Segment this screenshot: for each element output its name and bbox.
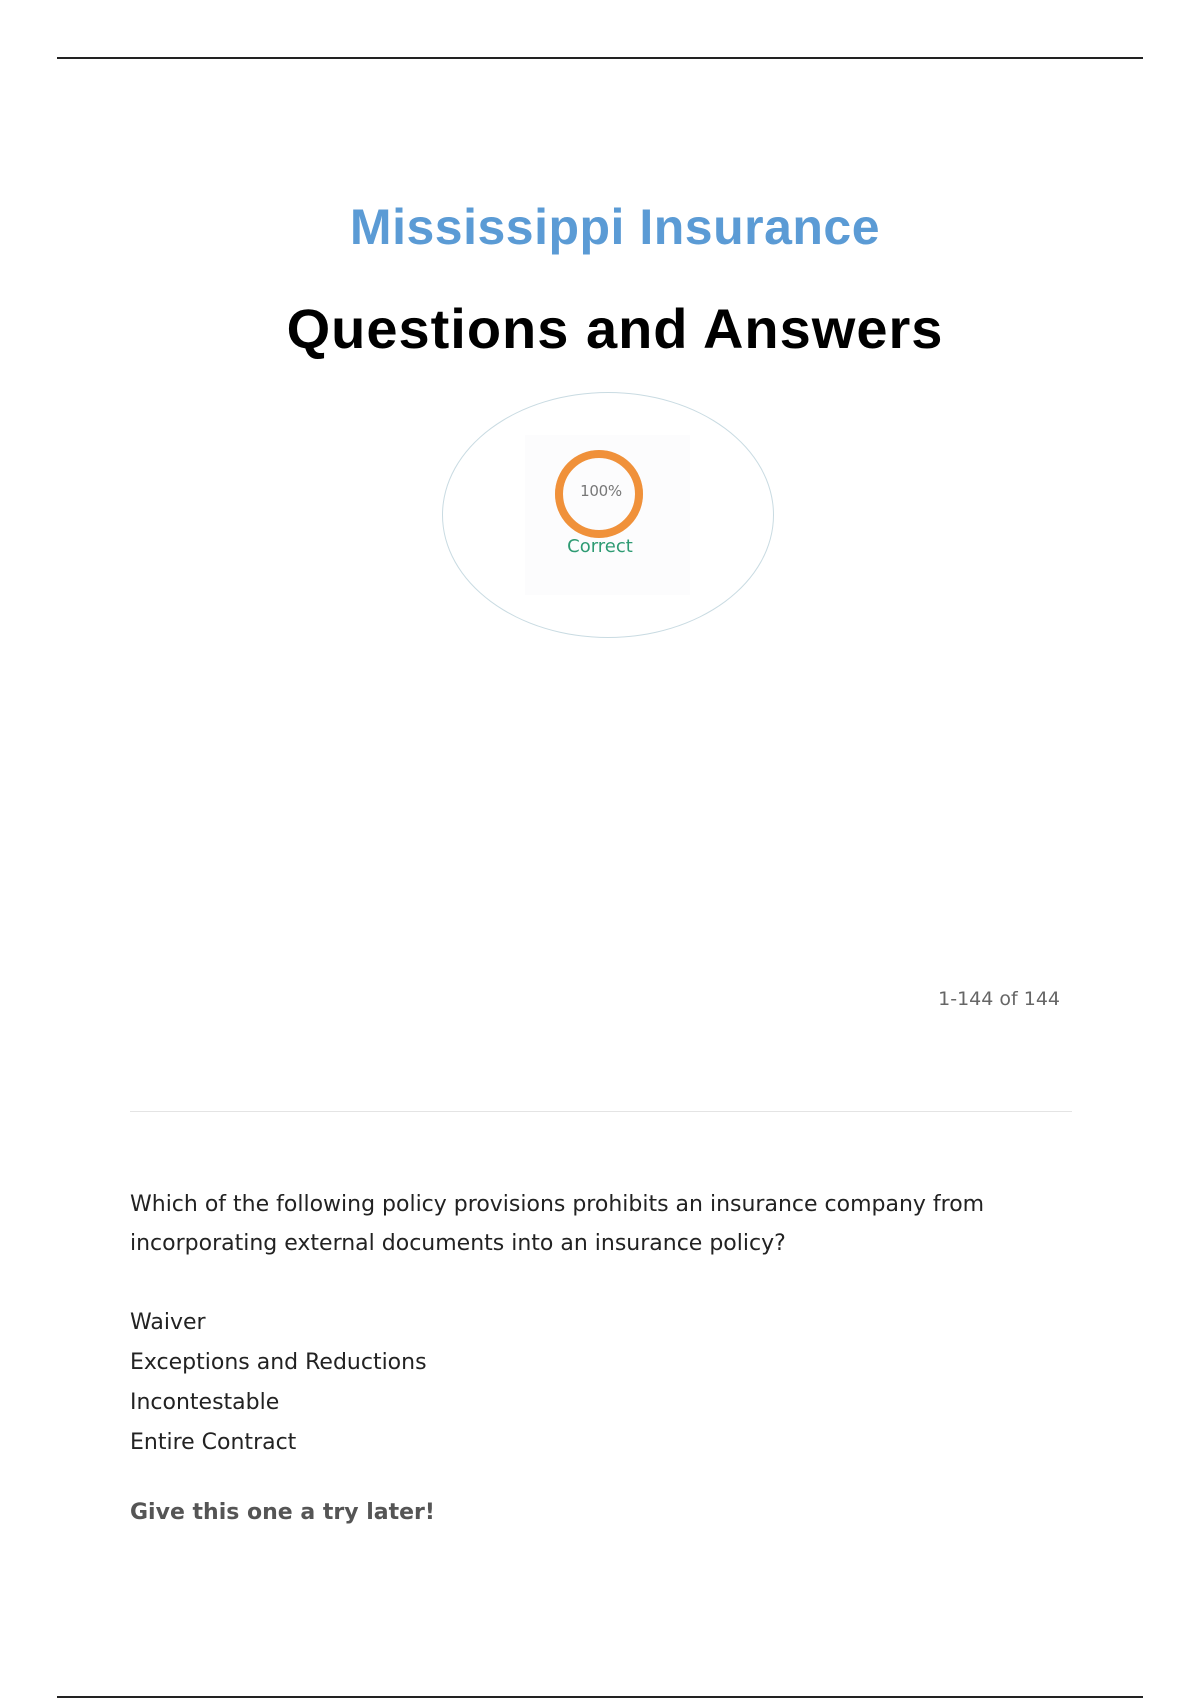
question-text: Which of the following policy provisions prohibits an insurance company from incorporating external documents into an insurance policy? xyxy=(130,1192,985,1256)
document-subtitle: Questions and Answers xyxy=(286,297,944,360)
answer-option[interactable]: Waiver xyxy=(130,1310,206,1335)
answer-options xyxy=(130,1303,730,1463)
answer-option[interactable]: Entire Contract xyxy=(130,1430,297,1455)
feedback-message: Give this one a try later! xyxy=(130,1500,435,1525)
section-divider xyxy=(130,1111,1072,1112)
score-status: Correct xyxy=(567,536,633,557)
answer-option[interactable]: Exceptions and Reductions xyxy=(130,1350,427,1375)
bottom-rule xyxy=(57,1696,1143,1698)
top-rule xyxy=(57,57,1143,59)
document-title: Mississippi Insurance xyxy=(349,199,881,255)
score-percent: 100% xyxy=(580,482,622,500)
pagination-range: 1-144 of 144 xyxy=(938,988,1060,1010)
answer-option[interactable]: Incontestable xyxy=(130,1390,280,1415)
